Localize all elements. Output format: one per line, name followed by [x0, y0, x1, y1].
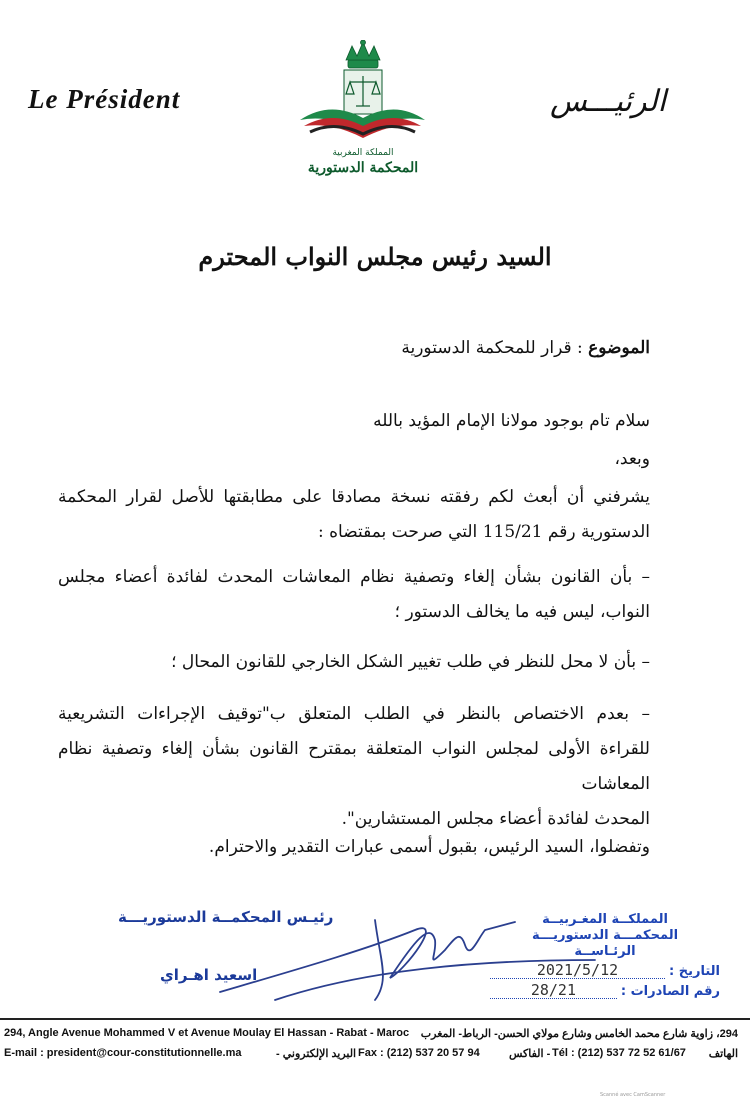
intro-line-1: يشرفني أن أبعث لكم رفقته نسخة مصادقا على مطابقتها للأصل لقرار المحكمة — [58, 487, 650, 507]
item-3-line-3: المحدث لفائدة أعضاء مجلس المستشارين". — [341, 809, 650, 829]
item-1-line-2: النواب، ليس فيه ما يخالف الدستور ؛ — [394, 602, 650, 622]
stamp-date-value: 2021/5/12 — [490, 962, 665, 979]
intro-line-2: الدستورية رقم 115/21 التي صرحت بمقتضاه : — [318, 522, 650, 542]
stamp-number-label: رقم الصادرات : — [620, 984, 720, 999]
footer-email-ar: - البريد الإلكتروني — [276, 1048, 357, 1060]
item-2: – بأن لا محل للنظر في طلب تغيير الشكل الخارجي للقانون المحال ؛ — [171, 652, 650, 672]
subject-text: : قرار للمحكمة الدستورية — [401, 338, 583, 358]
stamp-number-value: 28/21 — [490, 982, 617, 999]
footer-tel: Tél : (212) 537 72 52 61/67 — [552, 1047, 686, 1059]
subject-label: الموضوع — [588, 338, 650, 358]
item-3-line-1: – بعدم الاختصاص بالنظر في الطلب المتعلق ب"توقيف الإجراءات التشريعية — [58, 704, 650, 724]
stamp-date-label: التاريخ : — [669, 964, 720, 979]
header-right-title: الرئيـــس — [549, 84, 666, 119]
addressee-title: السيد رئيس مجلس النواب المحترم — [198, 242, 552, 271]
scan-watermark: Scanné avec CamScanner — [600, 1092, 666, 1098]
item-1-line-1: – بأن القانون بشأن إلغاء وتصفية نظام المعاشات المحدث لفائدة أعضاء مجلس — [58, 567, 650, 587]
footer-address-fr: 294, Angle Avenue Mohammed V et Avenue Moulay El Hassan - Rabat - Maroc — [4, 1027, 410, 1039]
footer-email: E-mail : president@cour-constitutionnelle.ma — [4, 1047, 242, 1059]
closing: وتفضلوا، السيد الرئيس، بقبول أسمى عبارات التقدير والاحترام. — [208, 837, 650, 857]
footer-address-ar: 294، زاوية شارع محمد الخامس وشارع مولاي الحسن- الرباط- المغرب — [420, 1028, 738, 1040]
emblem-text-line2: المحكمة الدستورية — [307, 160, 419, 176]
item-3 — [58, 697, 650, 837]
footer-fax-ar: - الفاكس — [509, 1048, 551, 1060]
intro-paragraph — [58, 480, 650, 550]
after-greeting: وبعد، — [614, 449, 650, 469]
greeting: سلام تام بوجود مولانا الإمام المؤيد بالله — [373, 411, 650, 431]
emblem-text-line1: المملكة المغربية — [332, 148, 394, 158]
item-1 — [58, 560, 650, 630]
footer-tel-ar: الهاتف — [708, 1048, 738, 1060]
subject-line — [401, 338, 650, 358]
stamp-number-row — [490, 982, 720, 1000]
office-stamp — [490, 912, 720, 999]
footer-divider — [0, 1018, 750, 1020]
stamp-line-1: المملكــة المغـربيــة — [542, 912, 668, 927]
court-emblem-icon — [290, 40, 435, 180]
stamp-line-2: المحكمـــة الدستوريـــة — [531, 928, 679, 943]
header-left-title: Le Président — [28, 84, 181, 114]
signatory-title: رئيـس المحكمــة الدستوريـــة — [118, 908, 334, 926]
signatory-name: اسعيد اهـراي — [160, 966, 258, 984]
stamp-date-row — [490, 962, 720, 980]
stamp-line-3: الرئـاســة — [574, 944, 636, 959]
item-3-line-2: للقراءة الأولى لمجلس النواب المتعلقة بمقترح القانون بشأن إلغاء وتصفية نظام المعاشات — [58, 739, 650, 794]
footer-fax: Fax : (212) 537 20 57 94 — [358, 1047, 480, 1059]
